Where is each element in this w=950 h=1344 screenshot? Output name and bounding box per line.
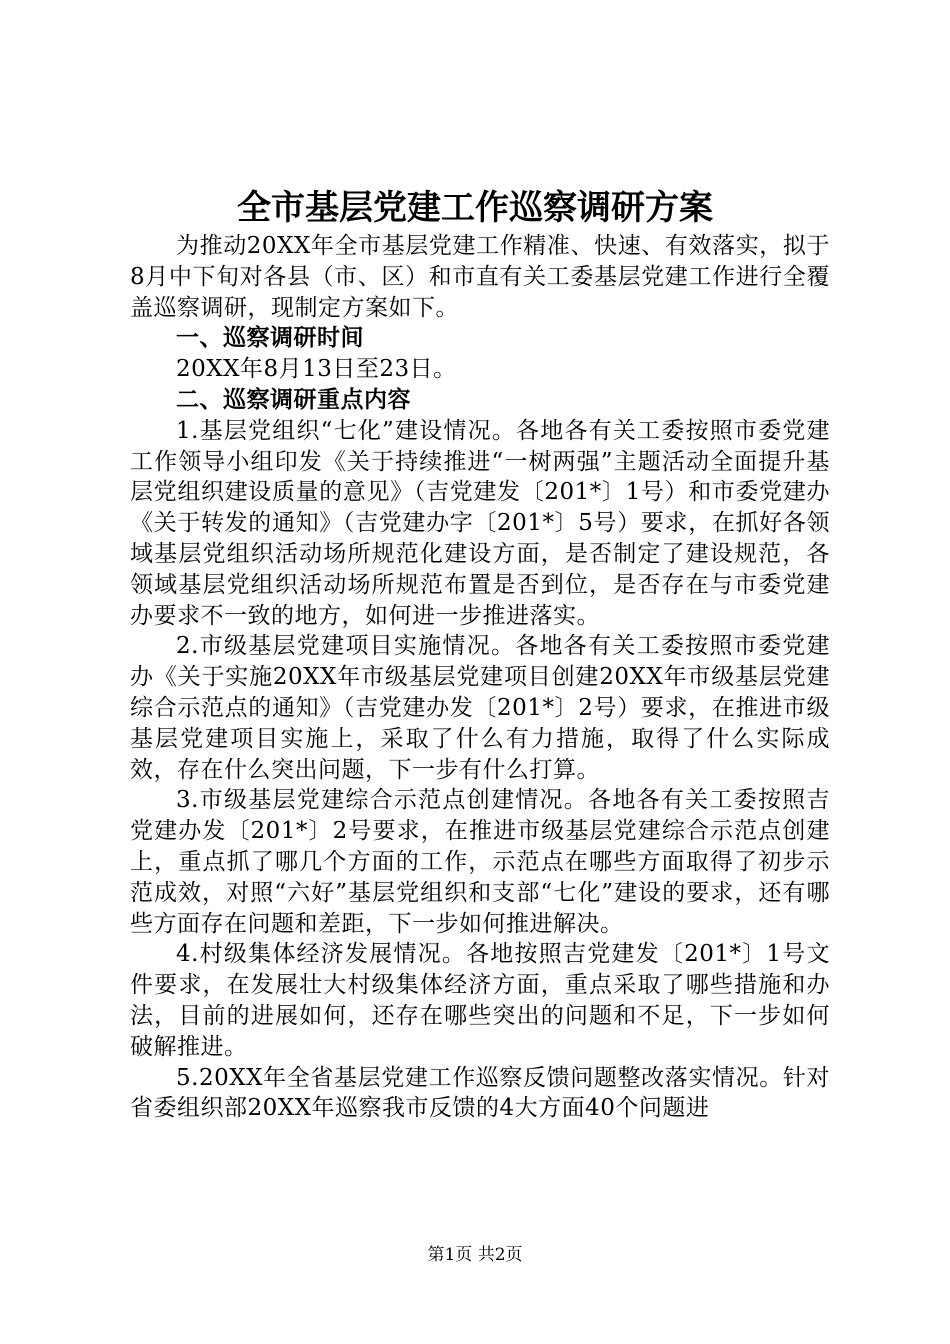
document-body xyxy=(130,231,830,1124)
section-heading-time: 一、巡察调研时间 xyxy=(176,325,364,352)
intro-paragraph: 为推动20XX年全市基层党建工作精准、快速、有效落实，拟于8月中下旬对各县（市、区）和市直有关工委基层党建工作进行全覆盖巡察调研，现制定方案如下。 xyxy=(130,233,830,321)
item-paragraph-4: 4.村级集体经济发展情况。各地按照吉党建发〔201*〕1号文件要求，在发展壮大村级集体经济方面，重点采取了哪些措施和办法，目前的进展如何，还存在哪些突出的问题和不足，下一步如何破解推进。 xyxy=(130,941,830,1060)
item-paragraph-3: 3.市级基层党建综合示范点创建情况。各地各有关工委按照吉党建办发〔201*〕2号要求，在推进市级基层党建综合示范点创建上，重点抓了哪几个方面的工作，示范点在哪些方面取得了初步示范成效，对照“六好”基层党组织和支部“七化”建设的要求，还有哪些方面存在问题和差距，下一步如何推进解决。 xyxy=(130,787,830,937)
item-paragraph-1: 1.基层党组织“七化”建设情况。各地各有关工委按照市委党建工作领导小组印发《关于持续推进“一树两强”主题活动全面提升基层党组织建设质量的意见》（吉党建发〔201*〕1号）和市委党建办《关于转发的通知》（吉党建办字〔201*〕5号）要求，在抓好各领域基层党组织活动场所规范化建设方面，是否制定了建设规范，各领域基层党组织活动场所规范布置是否到位，是否存在与市委党建办要求不一致的地方，如何进一步推进落实。 xyxy=(130,417,830,629)
time-paragraph: 20XX年8月13日至23日。 xyxy=(176,356,457,383)
item-paragraph-2: 2.市级基层党建项目实施情况。各地各有关工委按照市委党建办《关于实施20XX年市级基层党建项目创建20XX年市级基层党建综合示范点的通知》（吉党建办发〔201*〕2号）要求，在推进市级基层党建项目实施上，采取了什么有力措施，取得了什么实际成效，存在什么突出问题，下一步有什么打算。 xyxy=(130,633,830,783)
item-paragraph-5: 5.20XX年全省基层党建工作巡察反馈问题整改落实情况。针对省委组织部20XX年巡察我市反馈的4大方面40个问题进 xyxy=(130,1064,830,1122)
section-heading-content: 二、巡察调研重点内容 xyxy=(176,386,411,413)
document-title: 全市基层党建工作巡察调研方案 xyxy=(237,188,713,228)
page-footer: 第1页 共2页 xyxy=(427,1245,523,1265)
